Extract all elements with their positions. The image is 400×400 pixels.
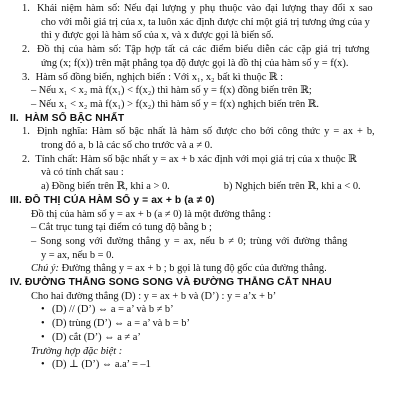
section-1-content xyxy=(22,2,392,112)
section-2 xyxy=(10,112,392,194)
section-3-heading: III. ĐỒ THỊ CỦA HÀM SỐ y = ax + b (a ≠ 0) xyxy=(10,194,215,206)
prop-decreasing: b) Nghịch biến trên ℝ, khi a < 0. xyxy=(223,181,361,193)
special-case-label: Trường hợp đặc biệt : xyxy=(31,345,123,357)
linear-def-line-1: 1. Định nghĩa: Hàm số bậc nhất là hàm số được cho bởi công thức y = ax + b, xyxy=(22,126,375,138)
section-4 xyxy=(10,276,392,372)
def-graph-line-2: ứng (x; f(x)) trên mặt phẳng tọa độ được gọi là đồ thị của hàm số y = f(x). xyxy=(41,57,349,69)
monotonic-line-1: 3. Hàm số đồng biến, nghịch biến : Với x₁, x₂ bất kì thuộc ℝ : xyxy=(22,71,284,83)
graph-parallel-line-2: y = ax, nếu b = 0. xyxy=(41,249,114,261)
linear-def-line-2: trong đó a, b là các số cho trước và a ≠ 0. xyxy=(41,140,213,152)
graph-intercept: – Cắt trục tung tại điểm có tung độ bằng b ; xyxy=(31,222,212,234)
lines-intro: Cho hai đường thẳng (D) : y = ax + b và (D’) : y = a’x + b’ xyxy=(31,290,277,302)
list-item: • (D) trùng (D’) ⇔ a = a’ và b = b’ xyxy=(41,318,190,330)
graph-parallel-line-1: – Song song với đường thẳng y = ax, nếu b ≠ 0; trùng với đường thẳng xyxy=(31,235,348,247)
section-4-heading: IV. ĐƯỜNG THẲNG SONG SONG VÀ ĐƯỜNG THẲNG CẮT NHAU xyxy=(10,277,332,289)
def-graph-line-1: 2. Đồ thị của hàm số: Tập hợp tất cả các điểm biểu diễn các cặp giá trị tương xyxy=(22,44,370,56)
prop-increasing: a) Đồng biến trên ℝ, khi a > 0. xyxy=(41,181,170,193)
list-item: • (D) // (D’) ⇔ a = a’ và b ≠ b’ xyxy=(41,304,174,316)
linear-prop-cases xyxy=(22,180,392,194)
bullet-icon: • xyxy=(41,318,45,330)
decreasing-rule: – Nếu x₁ < x₂ mà f(x₁) > f(x₂) thì hàm số y = f(x) nghịch biến trên ℝ. xyxy=(31,98,319,110)
graph-intro: Đồ thị của hàm số y = ax + b (a ≠ 0) là một đường thẳng : xyxy=(31,208,272,220)
bullet-icon: • xyxy=(41,359,45,371)
graph-note: Chú ý: Đường thẳng y = ax + b ; b gọi là tung độ gốc của đường thẳng. xyxy=(31,263,327,275)
bullet-icon: • xyxy=(41,304,45,316)
linear-prop-line-2: và có tính chất sau : xyxy=(41,167,124,179)
list-item: • (D) cắt (D’) ⇔ a ≠ a’ xyxy=(41,331,141,343)
section-3 xyxy=(10,194,392,276)
note-label: Chú ý: xyxy=(31,263,59,275)
def-function-line-3: thì y được gọi là hàm số của x, và x được gọi là biến số. xyxy=(41,30,274,42)
def-function-line-2: cho với mỗi giá trị của x, ta luôn xác định được chỉ một giá trị tương ứng của y xyxy=(41,16,370,28)
def-function-line-1: 1. Khái niệm hàm số: Nếu đại lượng y phụ thuộc vào đại lượng thay đổi x sao xyxy=(22,3,373,14)
bullet-icon: • xyxy=(41,331,45,343)
linear-prop-line-1: 2. Tính chất: Hàm số bậc nhất y = ax + b xác định với mọi giá trị của x thuộc ℝ xyxy=(22,153,357,165)
list-item: • (D) ⊥ (D’) ⇔ a.a’ = –1 xyxy=(41,359,151,371)
section-2-heading: II. HÀM SỐ BẬC NHẤT xyxy=(10,112,125,124)
increasing-rule: – Nếu x₁ < x₂ mà f(x₁) < f(x₂) thì hàm số y = f(x) đồng biến trên ℝ; xyxy=(31,85,312,97)
